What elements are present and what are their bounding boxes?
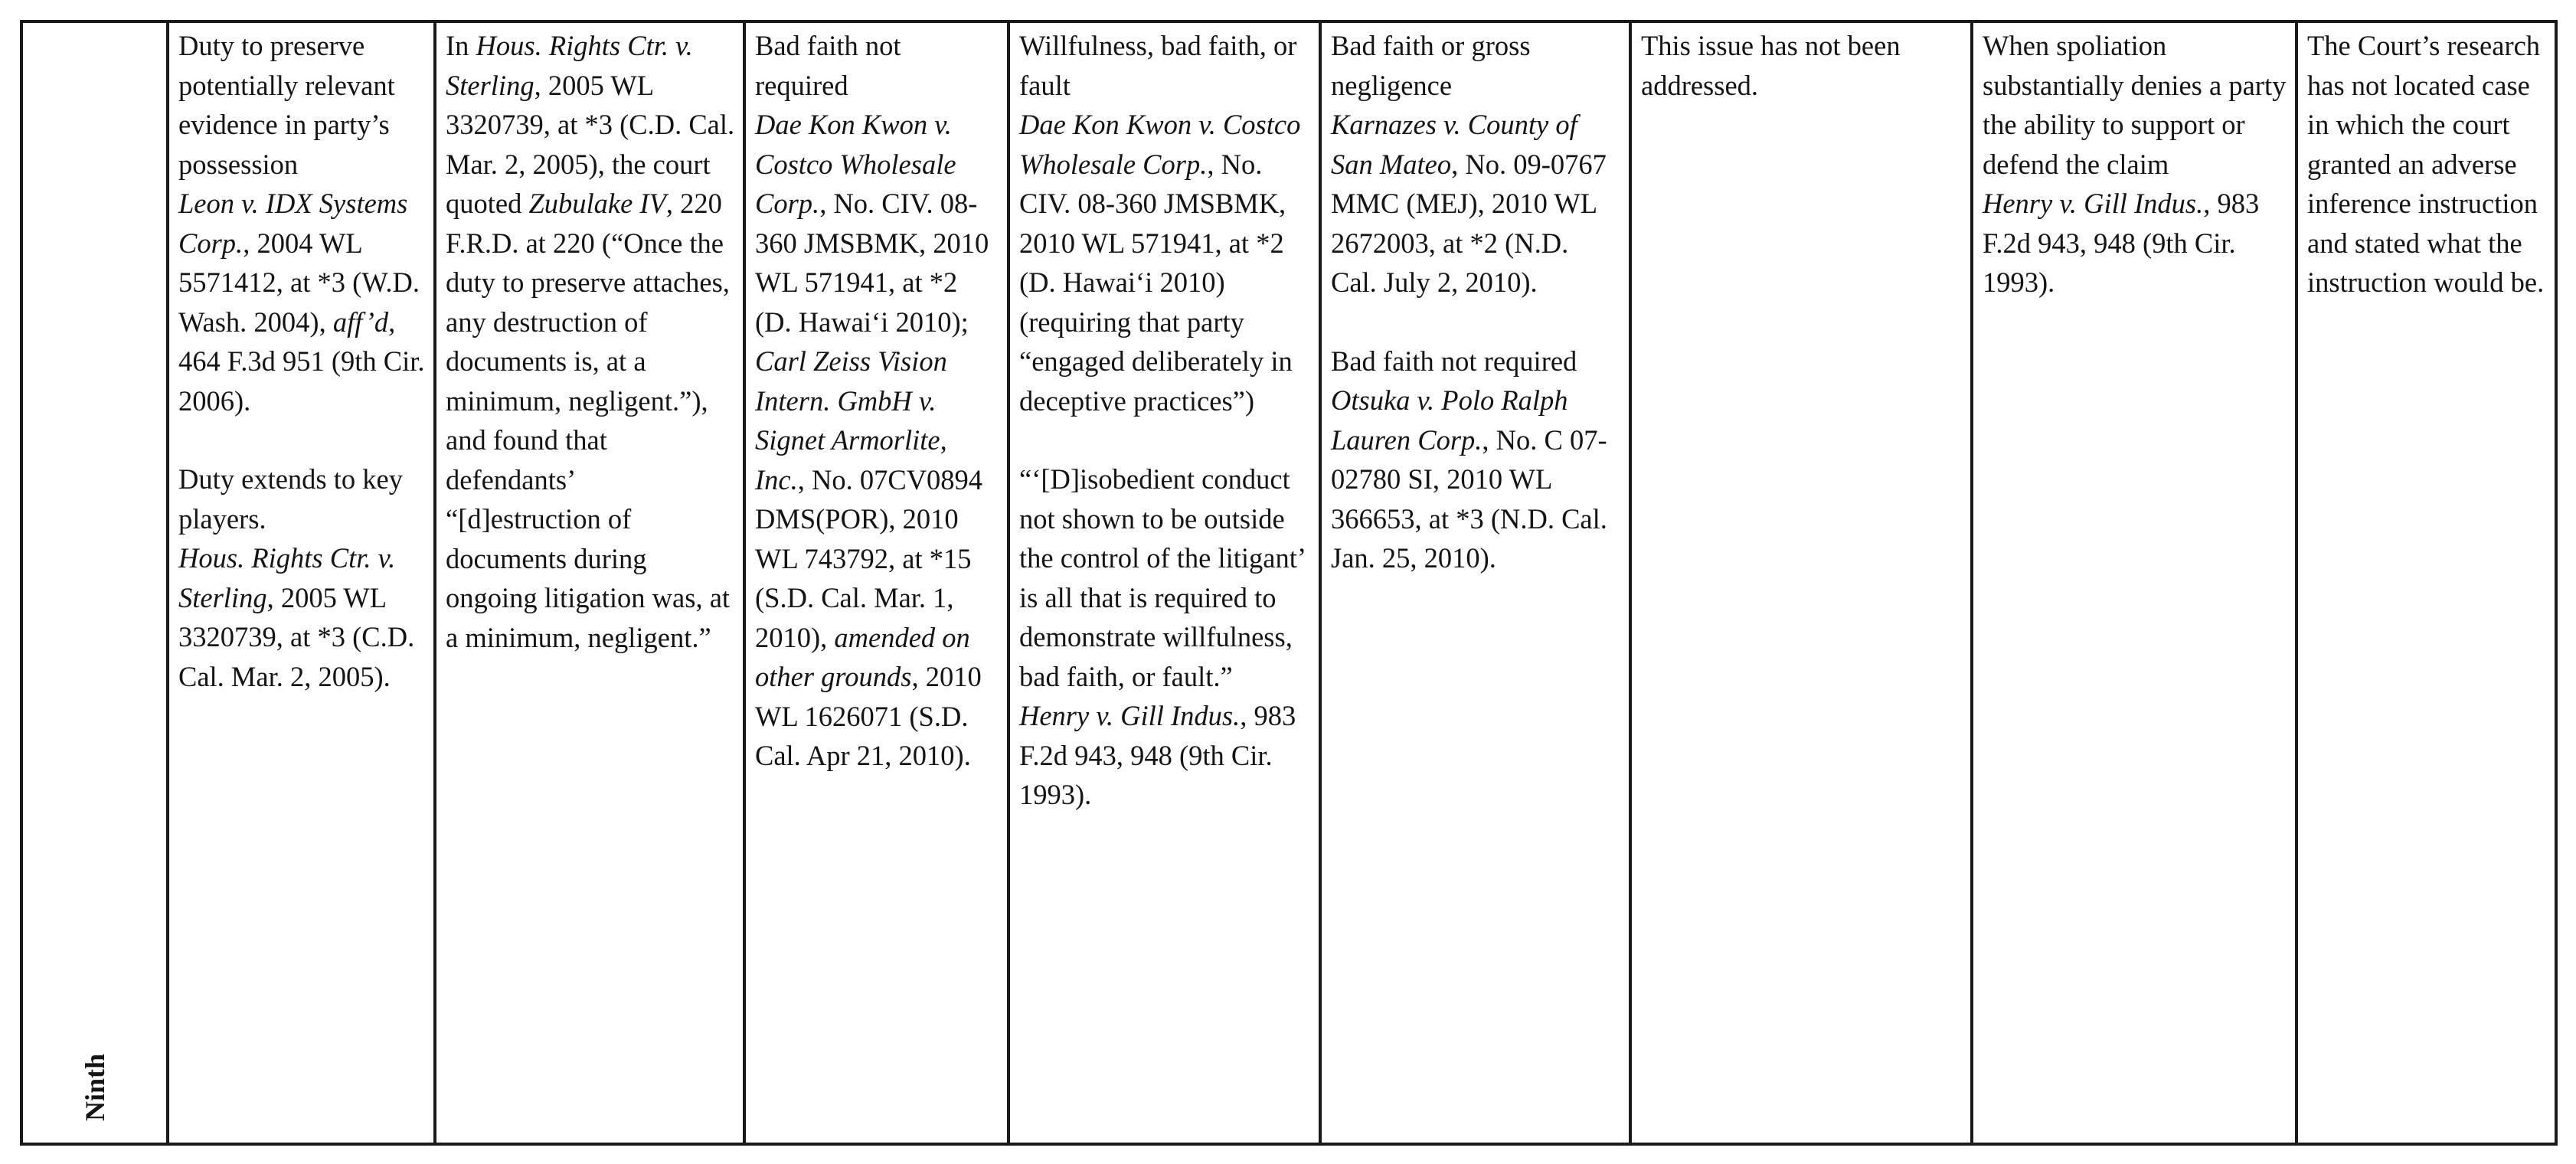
culpability-negligence-cell: [435, 21, 744, 1144]
case-name: Zubulake IV: [528, 188, 666, 219]
negligence-paragraph: In Hous. Rights Ctr. v. Sterling, 2005 WL 3320739, at *3 (C.D. Cal. Mar. 2, 2005), the court quoted Zubulake IV, 220 F.R.D. at 220 (“Once the duty to preserve attaches, any destruction of documents is, at a minimum, negligent.”), and found that defendants’ “[d]estruction of documents during ongoing litigation was, at a minimum, negligent.”: [446, 30, 735, 653]
case-name: Dae Kon Kwon v. Costco Wholesale Corp.: [755, 109, 956, 219]
case-name: Leon v. IDX Systems Corp.: [178, 188, 408, 259]
case-name: Hous. Rights Ctr. v. Sterling: [446, 30, 693, 101]
adverse-paragraph-1: Bad faith or gross negligence Karnazes v. County of San Mateo, No. 09-0767 MMC (MEJ), 2010 WL 2672003, at *2 (N.D. Cal. July 2, 2010).: [1331, 30, 1607, 298]
dispositive-paragraph: Bad faith not required Dae Kon Kwon v. Costco Wholesale Corp., No. CIV. 08-360 JMSBMK, 2010 WL 571941, at *2 (D. Hawai‘i 2010); Carl Zeiss Vision Intern. GmbH v. Signet Armorlite, Inc., No. 07CV0894 DMS(POR), 2010 WL 743792, at *15 (S.D. Cal. Mar. 1, 2010), amended on other grounds, 2010 WL 1626071 (S.D. Cal. Apr 21, 2010).: [755, 30, 989, 771]
prejudice-cell: [1972, 21, 2296, 1144]
other-sanctions-cell: [1630, 21, 1972, 1144]
subsequent-history: amended on other grounds: [755, 621, 970, 692]
case-name: Henry v. Gill Indus.: [1983, 188, 2204, 219]
case-name: Henry v. Gill Indus.: [1019, 700, 1241, 731]
culpability-dispositive-cell: [744, 21, 1008, 1144]
duty-paragraph-1: Duty to preserve potentially relevant evidence in party’s possession Leon v. IDX Systems Corp., 2004 WL 5571412, at *3 (W.D. Wash. 2004), aff’d, 464 F.3d 951 (9th Cir. 2006).: [178, 30, 425, 417]
case-name: Karnazes v. County of San Mateo: [1331, 109, 1577, 180]
adverse-inference-instruction-cell: [2296, 21, 2556, 1144]
circuit-row-ninth: [21, 21, 2556, 1144]
circuit-cell: [21, 21, 168, 1144]
circuit-label: Ninth: [79, 1054, 110, 1122]
subsequent-history: aff’d: [332, 306, 389, 338]
culpability-sanctions-cell: [1008, 21, 1320, 1144]
duty-paragraph-2: Duty extends to key players. Hous. Rights Ctr. v. Sterling, 2005 WL 3320739, at *3 (C.D. Cal. Mar. 2, 2005).: [178, 463, 415, 692]
spoliation-law-table: [20, 20, 2558, 1146]
sanctions-paragraph-1: Willfulness, bad faith, or fault Dae Kon Kwon v. Costco Wholesale Corp., No. CIV. 08-360 JMSBMK, 2010 WL 571941, at *2 (D. Hawai‘i 2010) (requiring that party “engaged deliberately in deceptive practices”): [1019, 30, 1301, 417]
case-name: Dae Kon Kwon v. Costco Wholesale Corp.: [1019, 109, 1301, 180]
prejudice-paragraph: When spoliation substantially denies a party the ability to support or defend the claim Henry v. Gill Indus., 983 F.2d 943, 948 (9th Cir. 1993).: [1983, 30, 2287, 298]
culpability-adverse-inference-cell: [1320, 21, 1630, 1144]
case-name: Carl Zeiss Vision Intern. GmbH v. Signet Armorlite, Inc.: [755, 345, 947, 495]
adverse-paragraph-2: Bad faith not required Otsuka v. Polo Ralph Lauren Corp., No. C 07-02780 SI, 2010 WL 366653, at *3 (N.D. Cal. Jan. 25, 2010).: [1331, 345, 1607, 574]
other-sanctions-text: This issue has not been addressed.: [1641, 30, 1901, 101]
case-name: Hous. Rights Ctr. v. Sterling: [178, 542, 396, 613]
duty-to-preserve-cell: [168, 21, 435, 1144]
instruction-text: The Court’s research has not located case in which the court granted an adverse inference instruction and stated what the instruction would be.: [2307, 30, 2545, 298]
sanctions-paragraph-2: “‘[D]isobedient conduct not shown to be outside the control of the litigant’ is all that is required to demonstrate willfulness, bad faith, or fault.” Henry v. Gill Indus., 983 F.2d 943, 948 (9th Cir. 1993).: [1019, 463, 1305, 810]
case-name: Otsuka v. Polo Ralph Lauren Corp.: [1331, 384, 1568, 456]
